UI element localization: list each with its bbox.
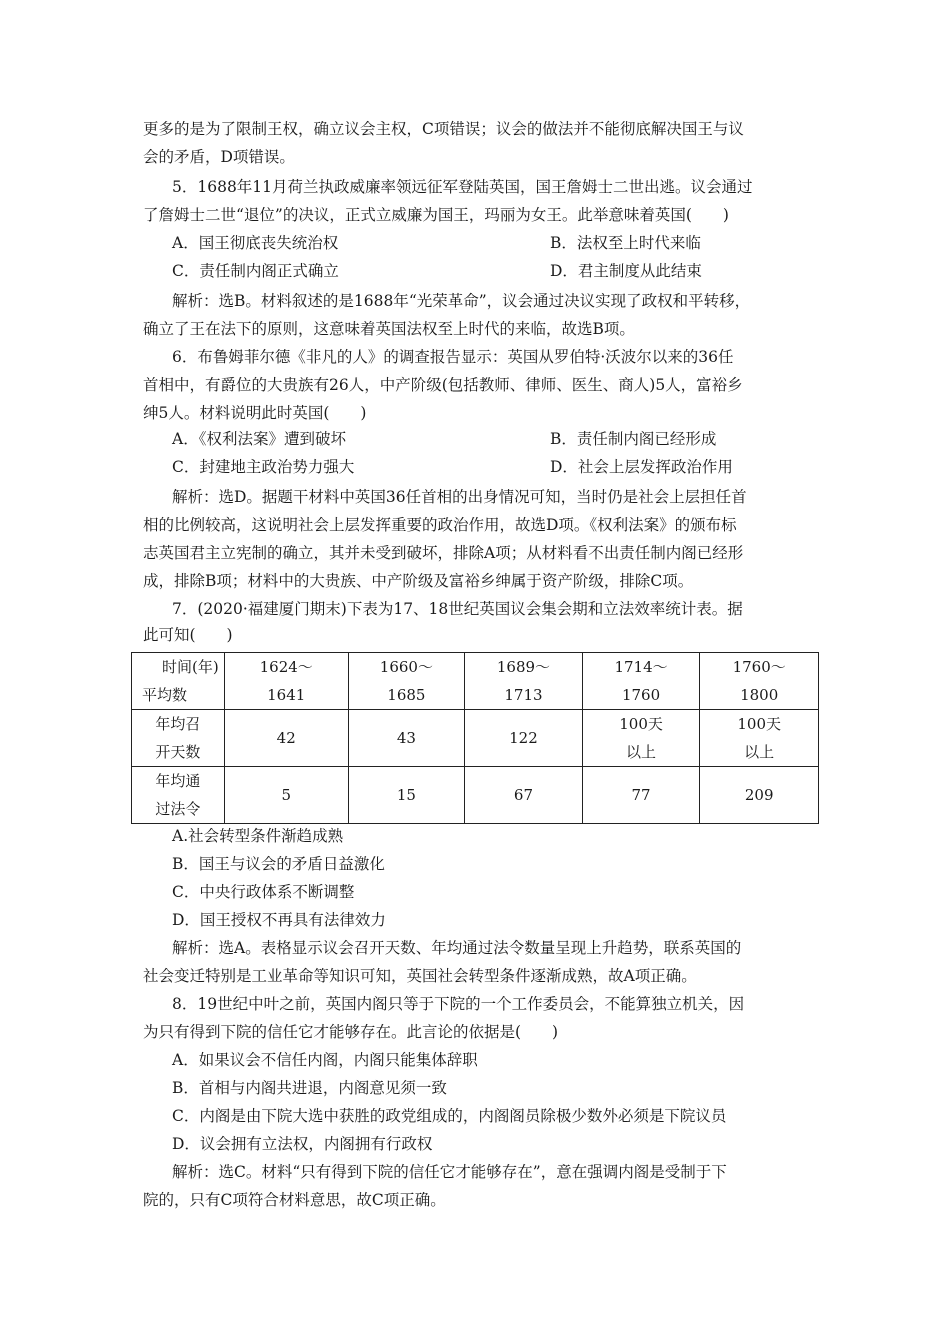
text-line: 社会变迁特别是工业革命等知识可知，英国社会转型条件逐渐成熟，故A项正确。 [143,967,697,985]
option-b: B．国王与议会的矛盾日益激化 [172,855,385,873]
text-line: 相的比例较高，这说明社会上层发挥重要的政治作用，故选D项。《权利法案》的颁布标 [143,516,737,534]
text-line: 会的矛盾，D项错误。 [143,148,295,166]
text-line: 成，排除B项；材料中的大贵族、中产阶级及富裕乡绅属于资产阶级，排除C项。 [143,572,694,590]
text-line: 为只有得到下院的信任它才能够存在。此言论的依据是( ) [143,1023,559,1041]
question-8: 8．19世纪中叶之前，英国内阁只等于下院的一个工作委员会，不能算独立机关，因 [172,995,745,1013]
option-d: D．议会拥有立法权，内阁拥有行政权 [172,1135,433,1153]
table-row [132,767,819,824]
text-line: 此可知( ) [143,626,233,644]
table-header-cell: 1760～ 1800 [700,653,819,710]
table-cell: 77 [582,767,700,824]
option-b: B．首相与内阁共进退，内阁意见须一致 [172,1079,447,1097]
table-header-cell: 1714～ 1760 [582,653,700,710]
text-line: 了詹姆士二世“退位”的决议，正式立威廉为国王，玛丽为女王。此举意味着英国( ) [143,206,729,224]
option-c: C．责任制内阁正式确立 [172,262,339,280]
text-line: 院的，只有C项符合材料意思，故C项正确。 [143,1191,446,1209]
answer-8: 解析：选C。材料“只有得到下院的信任它才能够存在”，意在强调内阁是受制于下 [172,1163,727,1181]
option-a: A．国王彻底丧失统治权 [172,234,339,252]
table-cell: 122 [465,710,583,767]
corner-average-label: 平均数 [142,686,188,704]
table-header-corner [132,653,225,710]
option-c: C．中央行政体系不断调整 [172,883,355,901]
answer-7: 解析：选A。表格显示议会召开天数、年均通过法令数量呈现上升趋势，联系英国的 [172,939,742,957]
table-cell: 5 [224,767,348,824]
text-line: 首相中，有爵位的大贵族有26人，中产阶级(包括教师、律师、医生、商人)5人，富裕乡 [143,376,743,394]
table-row [132,653,819,710]
table-cell: 209 [700,767,819,824]
table-cell: 15 [348,767,465,824]
option-c: C．封建地主政治势力强大 [172,458,355,476]
statistics-table [131,652,819,824]
option-c: C．内阁是由下院大选中获胜的政党组成的，内阁阁员除极少数外必须是下院议员 [172,1107,727,1125]
table-header-cell: 1624～ 1641 [224,653,348,710]
corner-time-label: 时间(年) [162,658,219,676]
option-a: A．《权利法案》遭到破坏 [172,430,346,448]
option-b: B．责任制内阁已经形成 [550,430,717,448]
table-cell: 100天 以上 [700,710,819,767]
table-header-cell: 1689～ 1713 [465,653,583,710]
table-header-cell: 1660～ 1685 [348,653,465,710]
answer-6: 解析：选D。据题干材料中英国36任首相的出身情况可知，当时仍是社会上层担任首 [172,488,747,506]
question-7: 7．(2020·福建厦门期末)下表为17、18世纪英国议会集会期和立法效率统计表。据 [172,600,743,618]
option-b: B．法权至上时代来临 [550,234,701,252]
text-line: 志英国君主立宪制的确立，其并未受到破坏，排除A项；从材料看不出责任制内阁已经形 [143,544,744,562]
option-d: D．社会上层发挥政治作用 [550,458,733,476]
question-6: 6．布鲁姆菲尔德《非凡的人》的调查报告显示：英国从罗伯特·沃波尔以来的36任 [172,348,734,366]
text-line: 更多的是为了限制王权，确立议会主权，C项错误；议会的做法并不能彻底解决国王与议 [143,120,744,138]
option-a: A.社会转型条件渐趋成熟 [172,827,344,845]
table-row [132,710,819,767]
table-cell: 43 [348,710,465,767]
table-cell: 67 [465,767,583,824]
table-cell: 42 [224,710,348,767]
row-label: 年均通 过法令 [132,767,225,824]
answer-5: 解析：选B。材料叙述的是1688年“光荣革命”，议会通过决议实现了政权和平转移， [172,292,751,310]
question-5: 5．1688年11月荷兰执政威廉率领远征军登陆英国，国王詹姆士二世出逃。议会通过 [172,178,753,196]
option-a: A．如果议会不信任内阁，内阁只能集体辞职 [172,1051,478,1069]
table-cell: 100天 以上 [582,710,700,767]
row-label: 年均召 开天数 [132,710,225,767]
option-d: D．国王授权不再具有法律效力 [172,911,386,929]
text-line: 绅5人。材料说明此时英国( ) [143,404,367,422]
text-line: 确立了王在法下的原则，这意味着英国法权至上时代的来临，故选B项。 [143,320,635,338]
option-d: D．君主制度从此结束 [550,262,702,280]
